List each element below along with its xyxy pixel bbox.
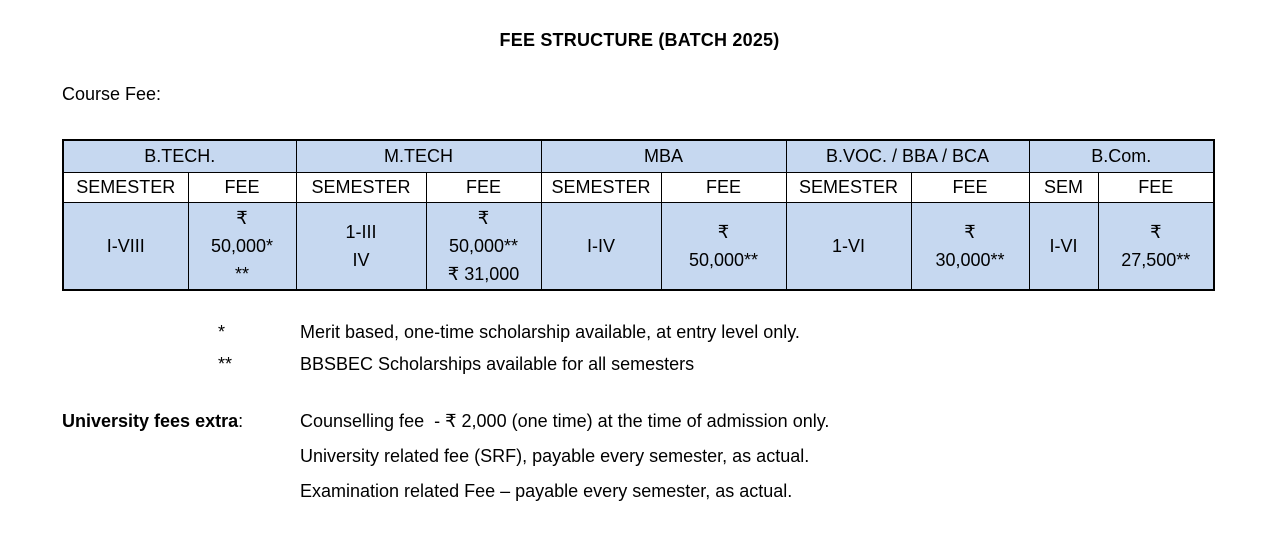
fee-amount: 30,000**	[935, 250, 1005, 270]
page-title: FEE STRUCTURE (BATCH 2025)	[499, 30, 780, 50]
btech-semester-value	[63, 203, 188, 291]
university-fee-line-srf: University related fee (SRF), payable every semester, as actual.	[300, 446, 810, 466]
fee-amount: 50,000**	[448, 236, 519, 256]
footnote-text: BBSBEC Scholarships available for all semesters	[300, 354, 695, 374]
table-row-values	[63, 203, 1214, 291]
bvoc-fee-value	[911, 203, 1029, 291]
semester-range: I-IV	[587, 236, 616, 256]
program-header-mtech: M.TECH	[296, 140, 541, 173]
semester-range: 1-III	[345, 222, 377, 242]
label-text: University fees extra	[62, 411, 239, 431]
fee-structure-table	[62, 139, 1215, 291]
mtech-fee-header: FEE	[426, 173, 541, 203]
fee-amount: 50,000**	[688, 250, 759, 270]
semester-range: I-VI	[1049, 236, 1078, 256]
mba-semester-header: SEMESTER	[541, 173, 661, 203]
fee-amount: 50,000*	[210, 236, 274, 256]
university-fees-extra-label	[62, 411, 243, 432]
label-colon: :	[238, 411, 244, 431]
semester-range: 1-VI	[832, 236, 866, 256]
bcom-semester-header: SEM	[1029, 173, 1098, 203]
program-header-btech: B.TECH.	[63, 140, 296, 173]
asterisk-marker: *	[218, 322, 226, 342]
double-asterisk-marker: **	[218, 354, 233, 374]
program-header-bcom: B.Com.	[1029, 140, 1214, 173]
rupee-symbol: ₹	[964, 222, 976, 242]
mtech-semester-value	[296, 203, 426, 291]
btech-fee-header: FEE	[188, 173, 296, 203]
program-header-mba: MBA	[541, 140, 786, 173]
fee-amount: ₹ 31,000	[447, 264, 520, 284]
course-fee-label: Course Fee:	[62, 84, 162, 104]
footnote-text: Merit based, one-time scholarship available, at entry level only.	[300, 322, 800, 342]
program-header-bvoc-bba-bca: B.VOC. / BBA / BCA	[786, 140, 1029, 173]
bvoc-fee-header: FEE	[911, 173, 1029, 203]
table-row-subheaders	[63, 173, 1214, 203]
mba-fee-value	[661, 203, 786, 291]
bcom-fee-header: FEE	[1098, 173, 1214, 203]
university-fee-line-examination: Examination related Fee – payable every semester, as actual.	[300, 481, 793, 501]
university-fee-line-counselling: Counselling fee - ₹ 2,000 (one time) at the time of admission only.	[300, 411, 830, 431]
bcom-fee-value	[1098, 203, 1214, 291]
mba-semester-value	[541, 203, 661, 291]
semester-range: I-VIII	[106, 236, 145, 256]
footnote-marker: **	[235, 264, 250, 284]
bcom-semester-value	[1029, 203, 1098, 291]
rupee-symbol: ₹	[236, 208, 248, 228]
mtech-semester-header: SEMESTER	[296, 173, 426, 203]
rupee-symbol: ₹	[717, 222, 730, 242]
table-row-programs	[63, 140, 1214, 173]
btech-semester-header: SEMESTER	[63, 173, 188, 203]
semester-range: IV	[352, 250, 370, 270]
btech-fee-value	[188, 203, 296, 291]
bvoc-semester-value	[786, 203, 911, 291]
rupee-symbol: ₹	[1150, 222, 1162, 242]
mtech-fee-value	[426, 203, 541, 291]
bvoc-semester-header: SEMESTER	[786, 173, 911, 203]
rupee-symbol: ₹	[477, 208, 490, 228]
mba-fee-header: FEE	[661, 173, 786, 203]
fee-amount: 27,500**	[1121, 250, 1191, 270]
